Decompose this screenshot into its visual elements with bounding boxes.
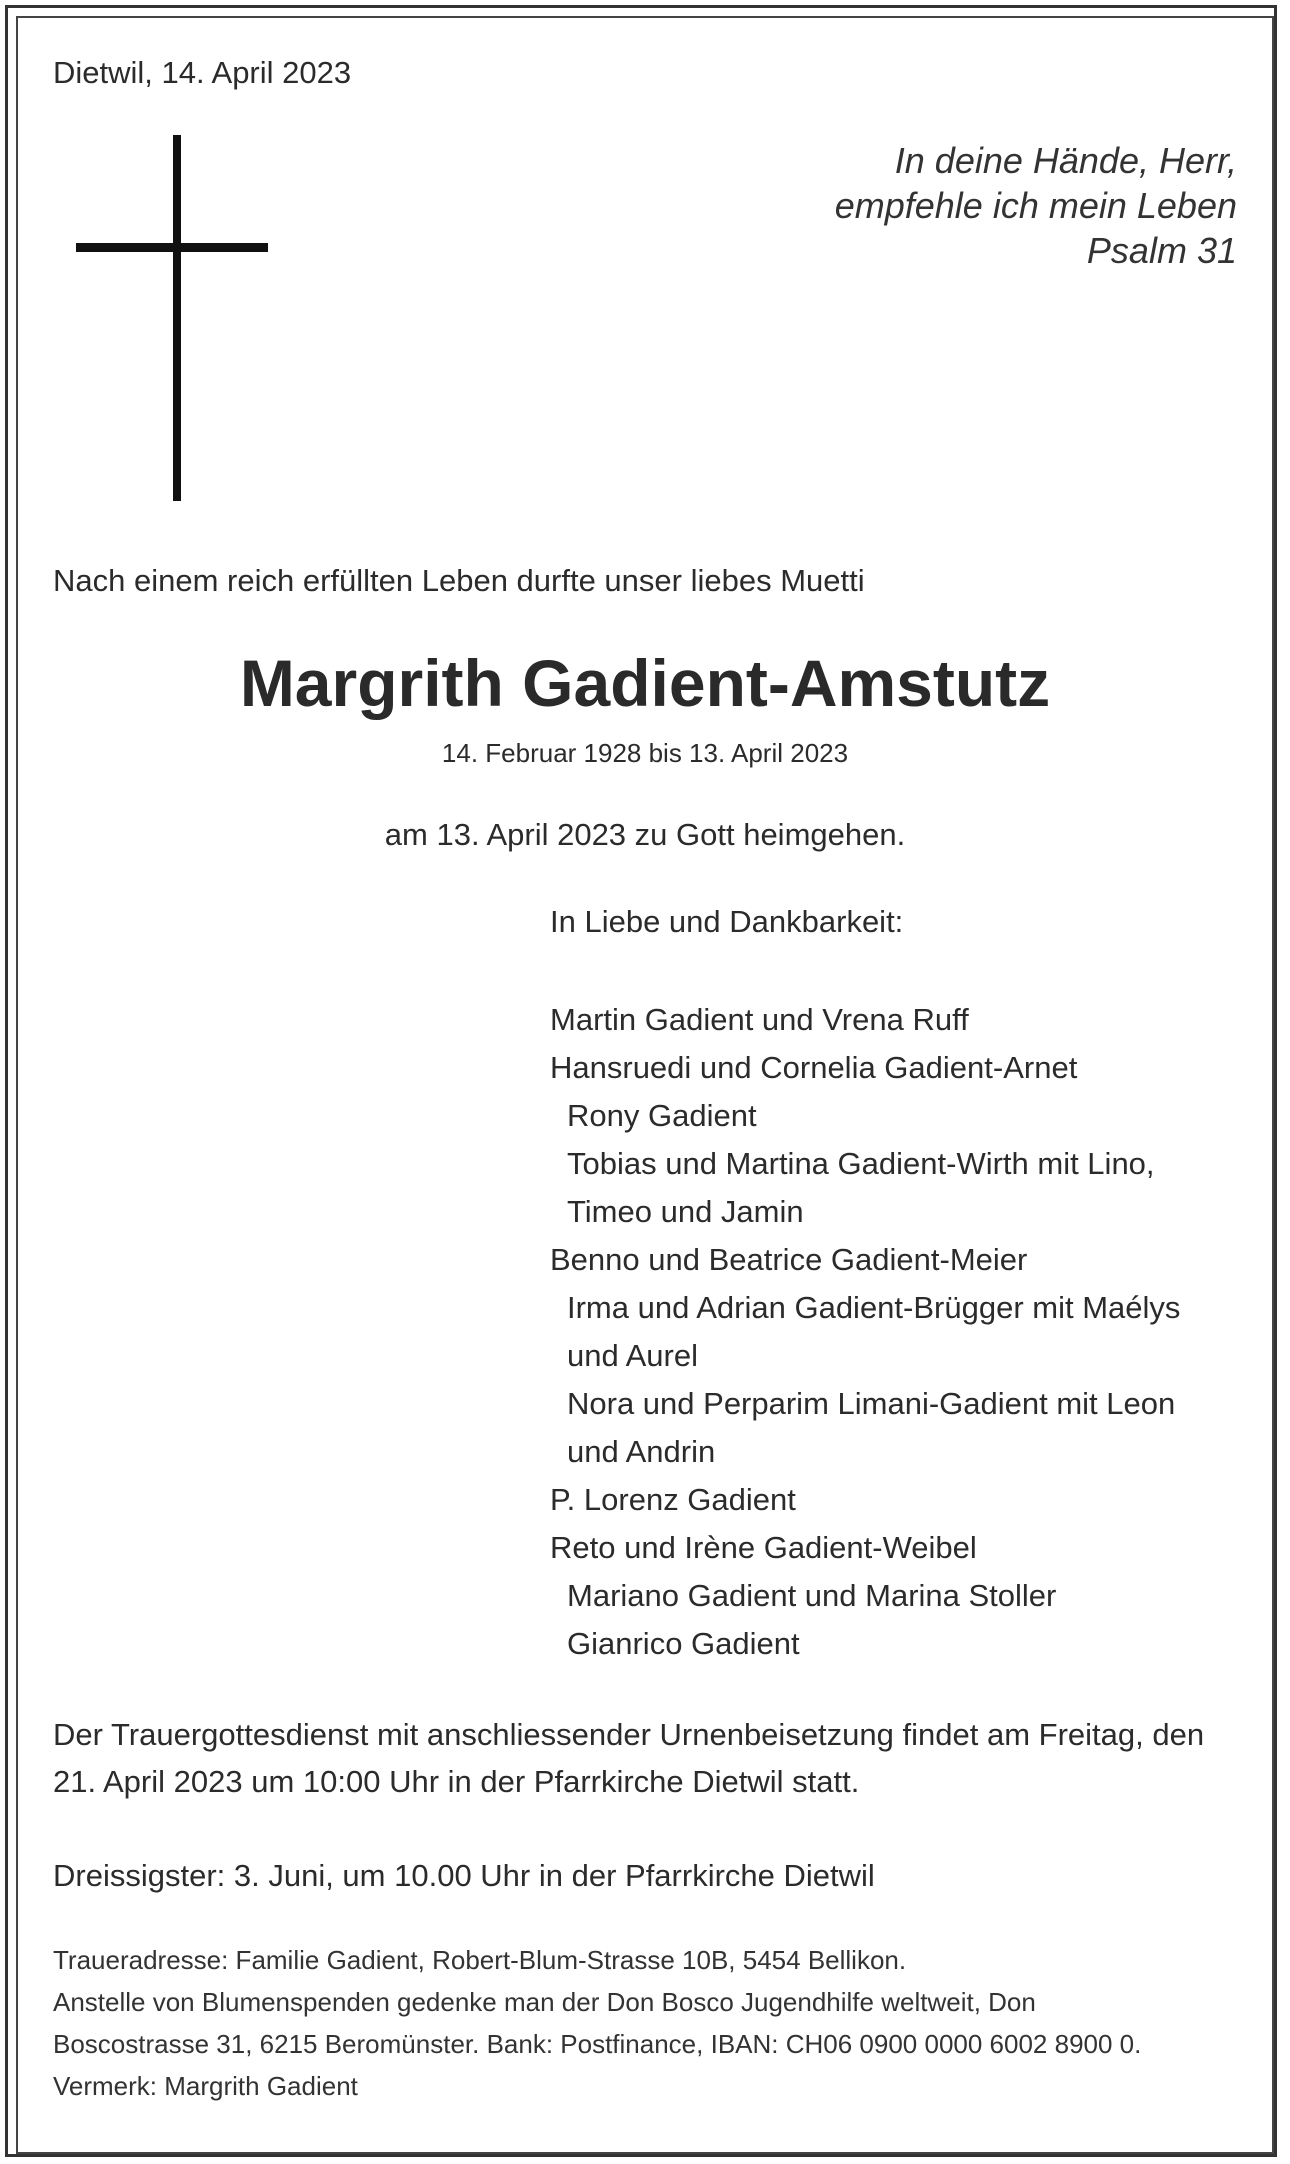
mourners-list <box>550 996 1180 1668</box>
funeral-service-text <box>53 1711 1253 1805</box>
psalm-quote <box>835 138 1237 273</box>
mourner-line: Timeo und Jamin <box>567 1194 804 1229</box>
donation-line-1: Anstelle von Blumenspenden gedenke man der Don Bosco Jugendhilfe weltweit, Don <box>53 1987 1036 2017</box>
deceased-name: Margrith Gadient-Amstutz <box>239 646 1051 720</box>
mourner-line: Tobias und Martina Gadient-Wirth mit Lino, <box>567 1146 1155 1181</box>
mourner-line: Hansruedi und Cornelia Gadient-Arnet <box>550 1050 1078 1085</box>
memorial-mass-text: Dreissigster: 3. Juni, um 10.00 Uhr in der Pfarrkirche Dietwil <box>53 1858 875 1893</box>
donation-note: Vermerk: Margrith Gadient <box>53 2071 358 2101</box>
mourner-line: Gianrico Gadient <box>567 1626 800 1661</box>
donation-line-2: Boscostrasse 31, 6215 Beromünster. Bank: Postfinance, IBAN: CH06 0900 0000 6002 8900 0. <box>53 2029 1142 2059</box>
service-line-1: Der Trauergottesdienst mit anschliessender Urnenbeisetzung findet am Freitag, den <box>53 1717 1205 1752</box>
mourner-line: Irma und Adrian Gadient-Brügger mit Maélys <box>567 1290 1181 1325</box>
passing-text: am 13. April 2023 zu Gott heimgehen. <box>384 817 906 852</box>
quote-line-1: In deine Hände, Herr, <box>894 140 1237 181</box>
cross-vertical-bar <box>173 135 181 501</box>
mourner-line: Nora und Perparim Limani-Gadient mit Leon <box>567 1386 1176 1421</box>
mourner-line: Martin Gadient und Vrena Ruff <box>550 1002 969 1037</box>
footer-notes <box>53 1939 1141 2107</box>
place-date: Dietwil, 14. April 2023 <box>53 55 352 90</box>
mourning-address: Traueradresse: Familie Gadient, Robert-Blum-Strasse 10B, 5454 Bellikon. <box>53 1945 907 1975</box>
mourner-line: Benno und Beatrice Gadient-Meier <box>550 1242 1028 1277</box>
mourner-line: Mariano Gadient und Marina Stoller <box>567 1578 1057 1613</box>
family-heading: In Liebe und Dankbarkeit: <box>550 904 904 939</box>
cross-horizontal-bar <box>76 243 268 252</box>
intro-text: Nach einem reich erfüllten Leben durfte unser liebes Muetti <box>53 563 865 598</box>
quote-line-2: empfehle ich mein Leben <box>834 185 1237 226</box>
mourner-line: Rony Gadient <box>567 1098 757 1133</box>
mourner-line: Reto und Irène Gadient-Weibel <box>550 1530 977 1565</box>
mourner-line: P. Lorenz Gadient <box>550 1482 796 1517</box>
mourner-line: und Andrin <box>567 1434 716 1469</box>
service-line-2: 21. April 2023 um 10:00 Uhr in der Pfarrkirche Dietwil statt. <box>53 1764 860 1799</box>
life-dates: 14. Februar 1928 bis 13. April 2023 <box>441 738 849 768</box>
quote-source: Psalm 31 <box>1086 230 1237 271</box>
mourner-line: und Aurel <box>567 1338 698 1373</box>
